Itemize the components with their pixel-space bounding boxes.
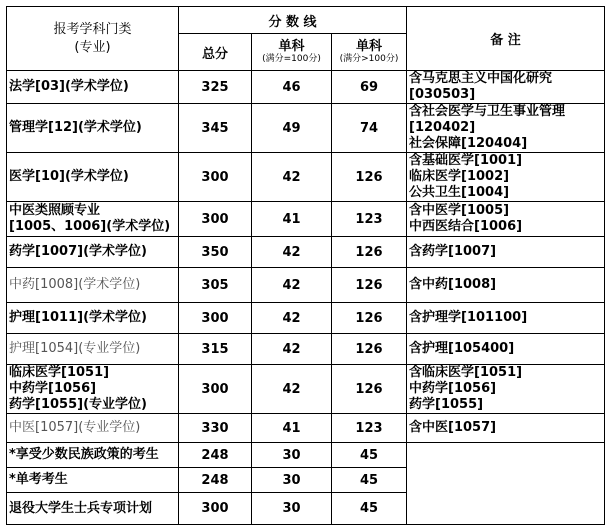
single-100-score-cell: 42 bbox=[252, 303, 332, 334]
single-100-score-cell: 41 bbox=[252, 414, 332, 443]
single-over100-score-cell: 69 bbox=[332, 71, 407, 104]
remark-line: [120402] bbox=[409, 120, 476, 135]
table-row bbox=[7, 443, 605, 468]
single-over100-score-cell: 45 bbox=[332, 443, 407, 468]
category-line: 中药学[1056] bbox=[9, 381, 97, 396]
category-line: 药学[1007](学术学位) bbox=[9, 244, 147, 259]
remark-line: 含药学[1007] bbox=[409, 244, 497, 259]
total-score-cell: 300 bbox=[179, 202, 252, 237]
remark-line: 中药学[1056] bbox=[409, 381, 497, 396]
single-over100-score-cell: 45 bbox=[332, 468, 407, 493]
table-row bbox=[7, 365, 605, 414]
single-100-score-cell: 41 bbox=[252, 202, 332, 237]
remark-cell bbox=[407, 202, 605, 237]
category-line: 药学[1055](专业学位) bbox=[9, 397, 147, 412]
total-score-cell: 248 bbox=[179, 443, 252, 468]
remark-line: 含社会医学与卫生事业管理 bbox=[409, 104, 566, 119]
header-single-100-note: (满分=100分) bbox=[262, 54, 321, 64]
category-line: 法学[03](学术学位) bbox=[9, 79, 129, 94]
total-score-cell: 305 bbox=[179, 268, 252, 303]
total-score-cell: 330 bbox=[179, 414, 252, 443]
category-cell bbox=[7, 153, 179, 202]
remark-cell bbox=[407, 268, 605, 303]
remark-line: 含基础医学[1001] bbox=[409, 153, 523, 168]
remark-line: 含中药[1008] bbox=[409, 277, 497, 292]
remark-line: 含中医学[1005] bbox=[409, 203, 510, 218]
category-line: [1005、1006](学术学位) bbox=[9, 219, 171, 234]
header-single-100-label: 单科 bbox=[278, 39, 305, 54]
category-line: *享受少数民族政策的考生 bbox=[9, 447, 159, 462]
remark-cell bbox=[407, 303, 605, 334]
single-100-score-cell: 30 bbox=[252, 493, 332, 525]
total-score-cell: 325 bbox=[179, 71, 252, 104]
header-single-over100-note: (满分>100分) bbox=[339, 54, 399, 64]
remark-line: 含马克思主义中国化研究 bbox=[409, 71, 553, 86]
table-row bbox=[7, 202, 605, 237]
remark-line: 临床医学[1002] bbox=[409, 169, 510, 184]
remark-cell bbox=[407, 71, 605, 104]
remark-cell bbox=[407, 414, 605, 443]
header-remarks: 备 注 bbox=[407, 7, 605, 71]
single-over100-score-cell: 126 bbox=[332, 268, 407, 303]
single-100-score-cell: 42 bbox=[252, 365, 332, 414]
table-row bbox=[7, 303, 605, 334]
table-row bbox=[7, 104, 605, 153]
table-row bbox=[7, 334, 605, 365]
single-100-score-cell: 49 bbox=[252, 104, 332, 153]
category-line: *单考考生 bbox=[9, 472, 68, 487]
total-score-cell: 300 bbox=[179, 153, 252, 202]
single-over100-score-cell: 45 bbox=[332, 493, 407, 525]
single-100-score-cell: 42 bbox=[252, 268, 332, 303]
table-row bbox=[7, 414, 605, 443]
remark-cell bbox=[407, 104, 605, 153]
total-score-cell: 345 bbox=[179, 104, 252, 153]
single-over100-score-cell: 123 bbox=[332, 202, 407, 237]
single-100-score-cell: 42 bbox=[252, 153, 332, 202]
category-cell bbox=[7, 365, 179, 414]
remark-cell bbox=[407, 334, 605, 365]
single-over100-score-cell: 126 bbox=[332, 303, 407, 334]
remark-line: 含护理学[101100] bbox=[409, 310, 528, 325]
category-cell bbox=[7, 268, 179, 303]
table-row bbox=[7, 237, 605, 268]
category-line: 医学[10](学术学位) bbox=[9, 169, 129, 184]
category-line: 中医类照顾专业 bbox=[9, 203, 101, 218]
header-category-line1: 报考学科门类 bbox=[53, 21, 132, 37]
category-cell bbox=[7, 104, 179, 153]
remark-line: 中西医结合[1006] bbox=[409, 219, 523, 234]
remark-cell bbox=[407, 153, 605, 202]
category-line: 临床医学[1051] bbox=[9, 365, 110, 380]
remark-line: 社会保障[120404] bbox=[409, 136, 528, 151]
category-cell bbox=[7, 303, 179, 334]
header-score-line: 分 数 线 bbox=[179, 7, 407, 34]
header-category bbox=[7, 7, 179, 71]
single-over100-score-cell: 123 bbox=[332, 414, 407, 443]
category-cell bbox=[7, 71, 179, 104]
remark-line: 含临床医学[1051] bbox=[409, 365, 523, 380]
category-cell bbox=[7, 443, 179, 468]
remark-line: 药学[1055] bbox=[409, 397, 484, 412]
table-row bbox=[7, 153, 605, 202]
header-category-line2: (专业) bbox=[74, 39, 111, 55]
header-single-100 bbox=[252, 34, 332, 71]
single-100-score-cell: 42 bbox=[252, 237, 332, 268]
total-score-cell: 350 bbox=[179, 237, 252, 268]
category-line: 中药[1008](学术学位) bbox=[9, 277, 141, 292]
score-table bbox=[6, 6, 605, 525]
single-over100-score-cell: 126 bbox=[332, 334, 407, 365]
single-over100-score-cell: 126 bbox=[332, 237, 407, 268]
total-score-cell: 300 bbox=[179, 493, 252, 525]
remark-line: 含中医[1057] bbox=[409, 420, 497, 435]
total-score-cell: 248 bbox=[179, 468, 252, 493]
single-100-score-cell: 30 bbox=[252, 443, 332, 468]
total-score-cell: 300 bbox=[179, 365, 252, 414]
remark-cell-empty bbox=[407, 443, 605, 525]
header-total: 总分 bbox=[179, 34, 252, 71]
single-over100-score-cell: 126 bbox=[332, 153, 407, 202]
single-100-score-cell: 42 bbox=[252, 334, 332, 365]
remark-cell bbox=[407, 365, 605, 414]
category-line: 护理[1011](学术学位) bbox=[9, 310, 147, 325]
single-over100-score-cell: 126 bbox=[332, 365, 407, 414]
category-cell bbox=[7, 237, 179, 268]
header-single-over100 bbox=[332, 34, 407, 71]
table-row bbox=[7, 268, 605, 303]
category-line: 退役大学生士兵专项计划 bbox=[9, 500, 153, 516]
category-cell bbox=[7, 468, 179, 493]
table-body bbox=[7, 71, 605, 525]
category-cell bbox=[7, 414, 179, 443]
single-over100-score-cell: 74 bbox=[332, 104, 407, 153]
remark-line: 含护理[105400] bbox=[409, 341, 515, 356]
total-score-cell: 315 bbox=[179, 334, 252, 365]
header-single-over100-label: 单科 bbox=[355, 39, 382, 54]
single-100-score-cell: 46 bbox=[252, 71, 332, 104]
remark-line: 公共卫生[1004] bbox=[409, 185, 510, 200]
category-line: 中医[1057](专业学位) bbox=[9, 420, 141, 435]
category-line: 护理[1054](专业学位) bbox=[9, 341, 141, 356]
category-cell bbox=[7, 202, 179, 237]
single-100-score-cell: 30 bbox=[252, 468, 332, 493]
table-row bbox=[7, 71, 605, 104]
category-cell bbox=[7, 334, 179, 365]
total-score-cell: 300 bbox=[179, 303, 252, 334]
category-line: 管理学[12](学术学位) bbox=[9, 120, 142, 135]
remark-line: [030503] bbox=[409, 87, 476, 102]
remark-cell bbox=[407, 237, 605, 268]
